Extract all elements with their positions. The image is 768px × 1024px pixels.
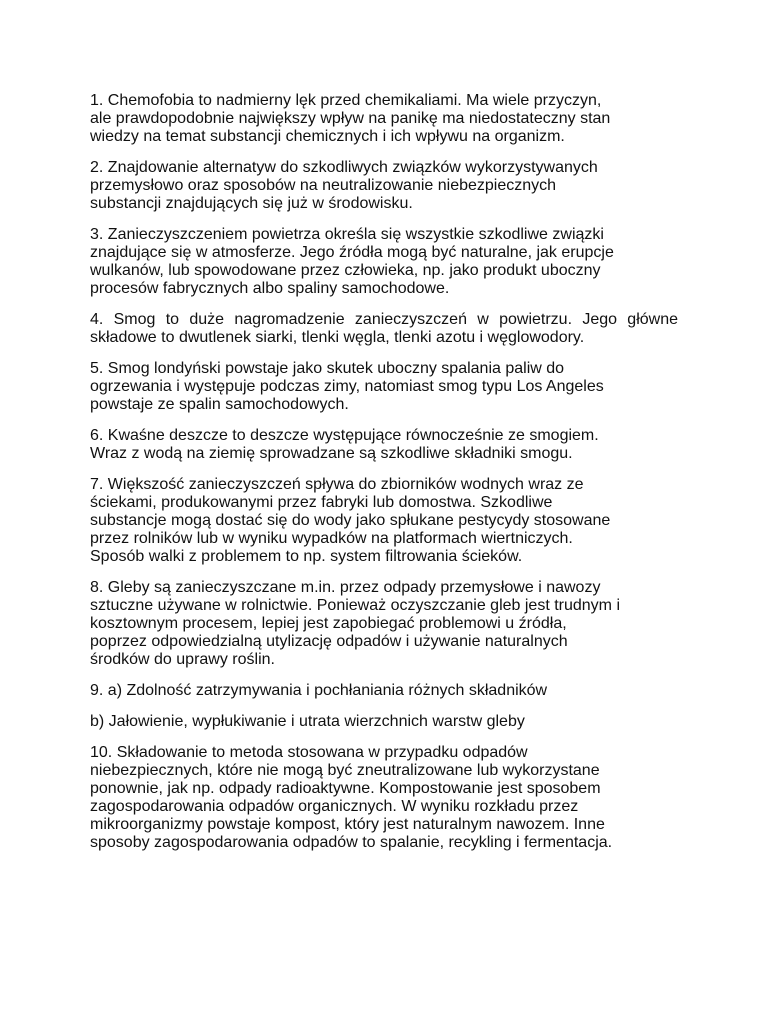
paragraph-4: 4. Smog to duże nagromadzenie zanieczyszczeń w powietrzu. Jego główne składowe to dwutlenek siarki, tlenki węgla, tlenki azotu i węglowodory. [90,311,678,346]
paragraph-3: 3. Zanieczyszczeniem powietrza określa się wszystkie szkodliwe związki znajdujące się w atmosferze. Jego źródła mogą być naturalne, jak erupcje wulkanów, lub spowodowane przez człowieka, np. jako produkt uboczny procesów fabrycznych albo spaliny samochodowe. [90,226,614,297]
paragraph-6: 6. Kwaśne deszcze to deszcze występujące równocześnie ze smogiem. Wraz z wodą na ziemię sprowadzane są szkodliwe składniki smogu. [90,427,599,462]
paragraph-5: 5. Smog londyński powstaje jako skutek uboczny spalania paliw do ogrzewania i występuje podczas zimy, natomiast smog typu Los Angeles powstaje ze spalin samochodowych. [90,360,604,413]
paragraph-7: 7. Większość zanieczyszczeń spływa do zbiorników wodnych wraz ze ściekami, produkowanymi przez fabryki lub domostwa. Szkodliwe substancje mogą dostać się do wody jako spłukane pestycydy stosowane przez rolników lub w wyniku wypadków na platformach wiertniczych. Sposób walki z problemem to np. system filtrowania ścieków. [90,476,611,565]
paragraph-2: 2. Znajdowanie alternatyw do szkodliwych związków wykorzystywanych przemysłowo oraz sposobów na neutralizowanie niebezpiecznych substancji znajdujących się już w środowisku. [90,159,598,212]
paragraph-10: 10. Składowanie to metoda stosowana w przypadku odpadów niebezpiecznych, które nie mogą być zneutralizowane lub wykorzystane ponownie, jak np. odpady radioaktywne. Kompostowanie jest sposobem zagospodarowania odpadów organicznych. W wyniku rozkładu przez mikroorganizmy powstaje kompost, który jest naturalnym nawozem. Inne sposoby zagospodarowania odpadów to spalanie, recykling i fermentacja. [90,744,613,851]
paragraph-9a: 9. a) Zdolność zatrzymywania i pochłaniania różnych składników [90,682,548,699]
paragraph-8: 8. Gleby są zanieczyszczane m.in. przez odpady przemysłowe i nawozy sztuczne używane w rolnictwie. Ponieważ oczyszczanie gleb jest trudnym i kosztownym procesem, lepiej jest zapobiegać problemowi u źródła, poprzez odpowiedzialną utylizację odpadów i używanie naturalnych środków do uprawy roślin. [90,579,621,668]
paragraph-9b: b) Jałowienie, wypłukiwanie i utrata wierzchnich warstw gleby [90,713,525,730]
paragraph-1: 1. Chemofobia to nadmierny lęk przed chemikaliami. Ma wiele przyczyn, ale prawdopodobnie największy wpływ na panikę ma niedostateczny stan wiedzy na temat substancji chemicznych i ich wpływu na organizm. [90,92,611,145]
